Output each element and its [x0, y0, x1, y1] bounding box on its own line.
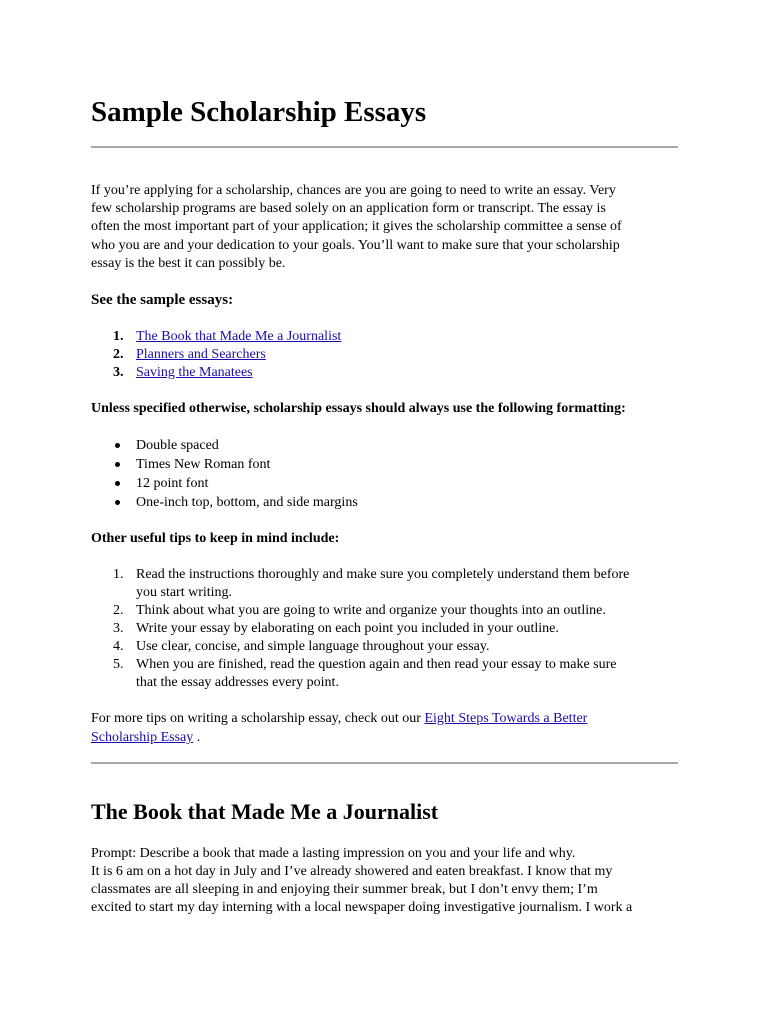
list-item	[91, 436, 358, 455]
formatting-list	[91, 436, 358, 512]
list-item	[91, 455, 358, 474]
list-number: 5.	[113, 657, 124, 672]
section-title: The Book that Made Me a Journalist	[91, 799, 439, 824]
intro-line: essay is the best it can possibly be.	[91, 255, 286, 271]
essay-line: excited to start my day interning with a local newspaper doing investigative journalism. I work a	[91, 900, 633, 915]
tip-line: Use clear, concise, and simple language throughout your essay.	[136, 639, 490, 654]
more-tips-text: For more tips on writing a scholarship essay, check out our	[91, 711, 425, 726]
essay-line: classmates are all sleeping in and enjoying their summer break, but I don’t envy them; I’m	[91, 882, 598, 897]
section-divider	[91, 762, 678, 764]
tip-line: When you are finished, read the question again and then read your essay to make sure	[136, 657, 617, 672]
tip-line: you start writing.	[136, 585, 233, 600]
list-item	[91, 364, 341, 382]
list-item-text: Times New Roman font	[136, 457, 271, 472]
list-number: 1.	[113, 567, 124, 582]
more-tips-paragraph	[91, 709, 676, 747]
list-number: 3.	[113, 365, 124, 380]
essay-line: It is 6 am on a hot day in July and I’ve already showered and eaten breakfast. I know that my	[91, 864, 613, 879]
list-item	[91, 638, 629, 656]
samples-heading: See the sample essays:	[91, 292, 234, 308]
link-eight-steps[interactable]: Eight Steps Towards a Better	[424, 711, 588, 726]
list-number: 4.	[113, 639, 124, 654]
title-divider	[91, 146, 678, 148]
list-item-text: 12 point font	[136, 476, 209, 491]
list-item	[91, 620, 629, 638]
link-eight-steps-continued[interactable]: Scholarship Essay	[91, 730, 194, 745]
bullet-icon	[115, 500, 120, 505]
tips-heading: Other useful tips to keep in mind include:	[91, 531, 340, 546]
intro-line: If you’re applying for a scholarship, chances are you are going to need to write an essay. Very	[91, 183, 616, 198]
bullet-icon	[115, 481, 120, 486]
list-number: 2.	[113, 603, 124, 618]
tips-list	[91, 566, 629, 692]
list-item	[91, 602, 629, 620]
list-item-text: Double spaced	[136, 438, 219, 453]
list-item	[91, 566, 629, 602]
sample-essays-list	[91, 328, 341, 382]
tip-line: Read the instructions thoroughly and make sure you completely understand them before	[136, 567, 630, 582]
list-item	[91, 328, 341, 346]
formatting-heading: Unless specified otherwise, scholarship essays should always use the following formatting:	[91, 401, 626, 416]
bullet-icon	[115, 462, 120, 467]
link-saving-manatees[interactable]: Saving the Manatees	[136, 365, 253, 380]
list-item	[91, 346, 341, 364]
list-item	[91, 493, 358, 512]
page-title: Sample Scholarship Essays	[91, 96, 427, 128]
intro-paragraph	[91, 182, 669, 273]
tip-line: Write your essay by elaborating on each point you included in your outline.	[136, 621, 559, 636]
intro-line: who you are and your dedication to your goals. You’ll want to make sure that your scholarship	[91, 237, 620, 253]
list-number: 3.	[113, 621, 124, 636]
tip-line: that the essay addresses every point.	[136, 675, 339, 690]
more-tips-suffix: .	[193, 730, 201, 745]
intro-line: few scholarship programs are based solely on an application form or transcript. The essay is	[91, 201, 606, 217]
bullet-icon	[115, 443, 120, 448]
list-number: 1.	[113, 329, 124, 344]
link-book-journalist[interactable]: The Book that Made Me a Journalist	[136, 329, 342, 344]
link-planners-searchers[interactable]: Planners and Searchers	[136, 347, 266, 362]
list-item	[91, 656, 629, 692]
list-number: 2.	[113, 347, 124, 362]
list-item	[91, 474, 358, 493]
intro-line: often the most important part of your application; it gives the scholarship committee a sense of	[91, 219, 622, 235]
list-item-text: One-inch top, bottom, and side margins	[136, 495, 358, 510]
essay-body	[91, 845, 676, 917]
tip-line: Think about what you are going to write and organize your thoughts into an outline.	[136, 603, 606, 618]
essay-line: Prompt: Describe a book that made a lasting impression on you and your life and why.	[91, 846, 576, 861]
